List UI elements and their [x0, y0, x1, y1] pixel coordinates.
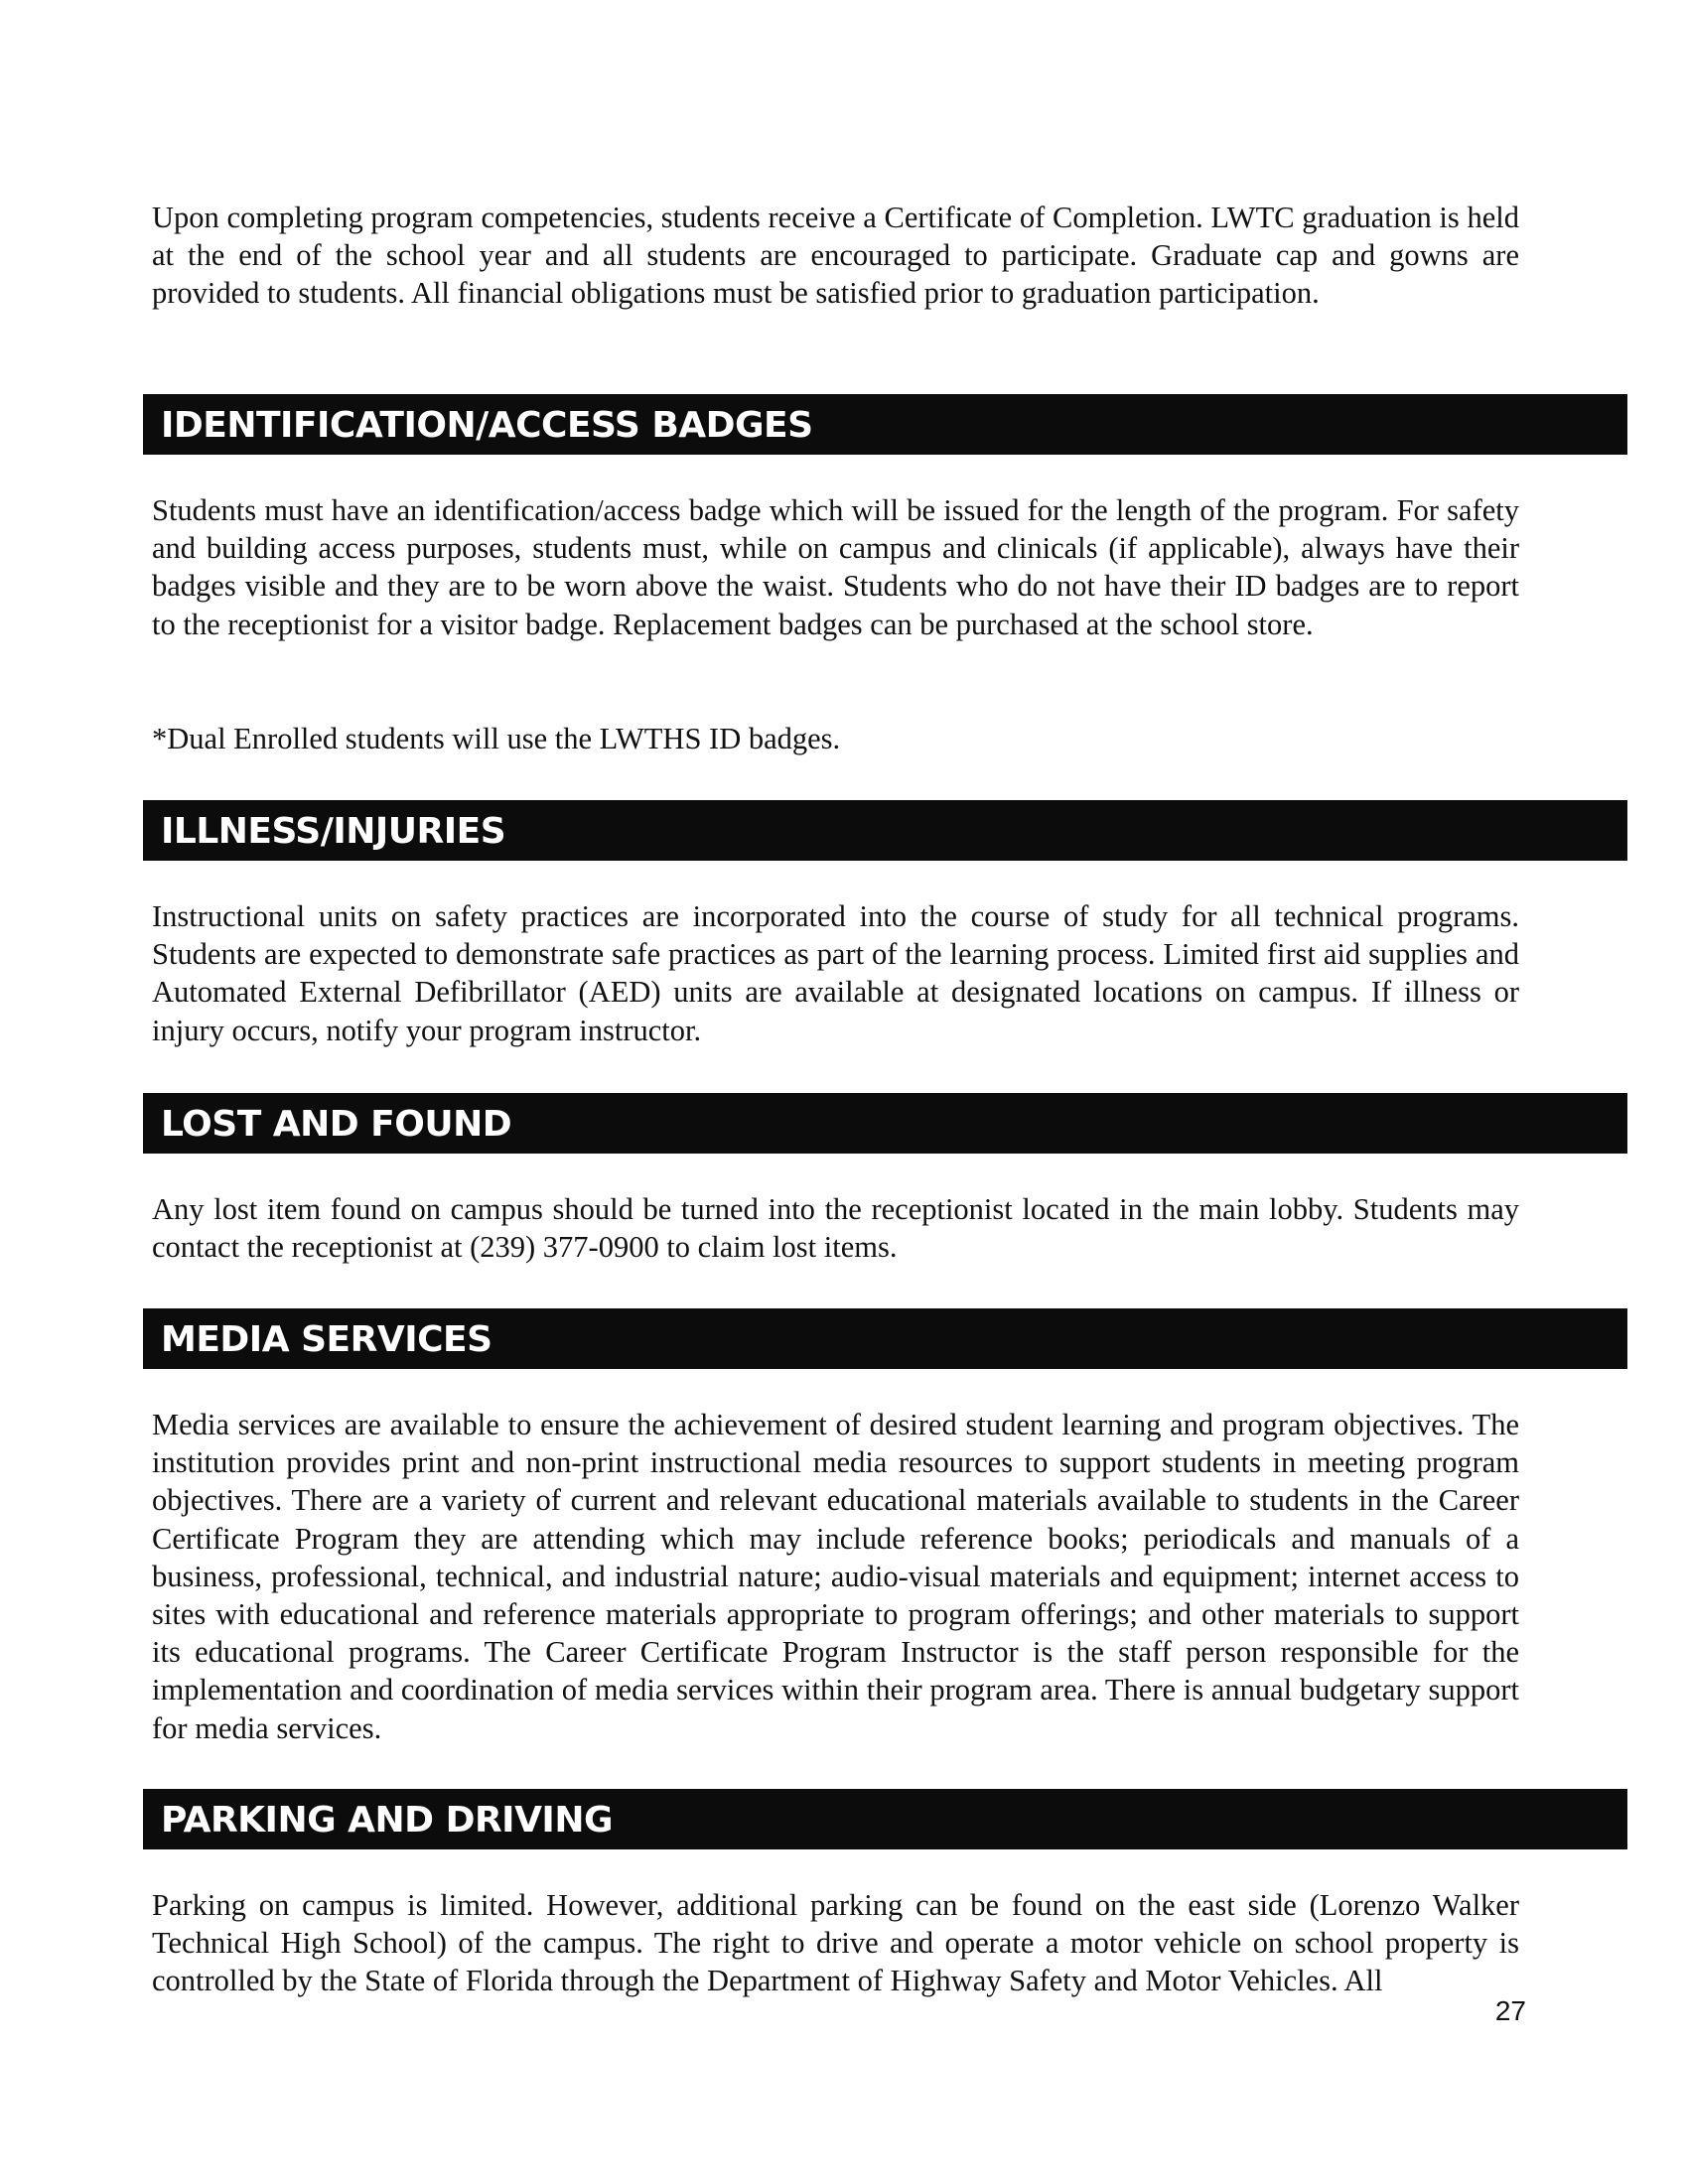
intro-paragraph: Upon completing program competencies, students receive a Certificate of Completion. LWTC graduation is held at the end of the school year and all students are encouraged to participate. Graduate cap and gowns are provided to students. All financial obligations must be satisfied prior to graduation participation. [152, 201, 1519, 311]
page-number: 27 [1494, 1995, 1526, 2026]
section-heading-text: PARKING AND DRIVING [161, 1800, 614, 1841]
section-heading-illness-injuries [143, 800, 1627, 861]
section-heading-text: IDENTIFICATION/ACCESS BADGES [161, 405, 813, 446]
section-heading-text: ILLNESS/INJURIES [161, 811, 506, 852]
section-heading-identification-badges [143, 394, 1627, 455]
media-services-paragraph: Media services are available to ensure the achievement of desired student learning and program objectives. The institution provides print and non-print instructional media resources to support students in meeting program objectives. There are a variety of current and relevant educational materials available to students in the Career Certificate Program they are attending which may include reference books; periodicals and manuals of a business, professional, technical, and industrial nature; audio-visual materials and equipment; internet access to sites with educational and reference materials appropriate to program offerings; and other materials to support its educational programs. The Career Certificate Program Instructor is the staff person responsible for the implementation and coordination of media services within their program area. There is annual budgetary support for media services. [152, 1408, 1519, 1745]
section-heading-text: MEDIA SERVICES [161, 1319, 492, 1360]
section-heading-lost-and-found [143, 1093, 1627, 1154]
lost-and-found-paragraph: Any lost item found on campus should be turned into the receptionist located in the main lobby. Students may contact the receptionist at (239) 377-0900 to claim lost items. [152, 1192, 1519, 1265]
illness-paragraph: Instructional units on safety practices are incorporated into the course of study for all technical programs. Students are expected to demonstrate safe practices as part of the learning process. Limited first aid supplies and Automated External Defibrillator (AED) units are available at designated locations on campus. If illness or injury occurs, notify your program instructor. [152, 899, 1519, 1047]
badges-paragraph: Students must have an identification/access badge which will be issued for the length of the program. For safety and building access purposes, students must, while on campus and clinicals (if applicable), always have their badges visible and they are to be worn above the waist. Students who do not have their ID badges are to report to the receptionist for a visitor badge. Replacement badges can be purchased at the school store. [152, 493, 1519, 641]
section-heading-parking-and-driving [143, 1789, 1627, 1849]
section-heading-media-services [143, 1308, 1627, 1369]
dual-enrolled-note: *Dual Enrolled students will use the LWTHS ID badges. [152, 722, 841, 755]
section-heading-text: LOST AND FOUND [161, 1104, 512, 1145]
parking-paragraph: Parking on campus is limited. However, additional parking can be found on the east side (Lorenzo Walker Technical High School) of the campus. The right to drive and operate a motor vehicle on school property is controlled by the State of Florida through the Department of Highway Safety and Motor Vehicles. All [152, 1888, 1519, 1998]
